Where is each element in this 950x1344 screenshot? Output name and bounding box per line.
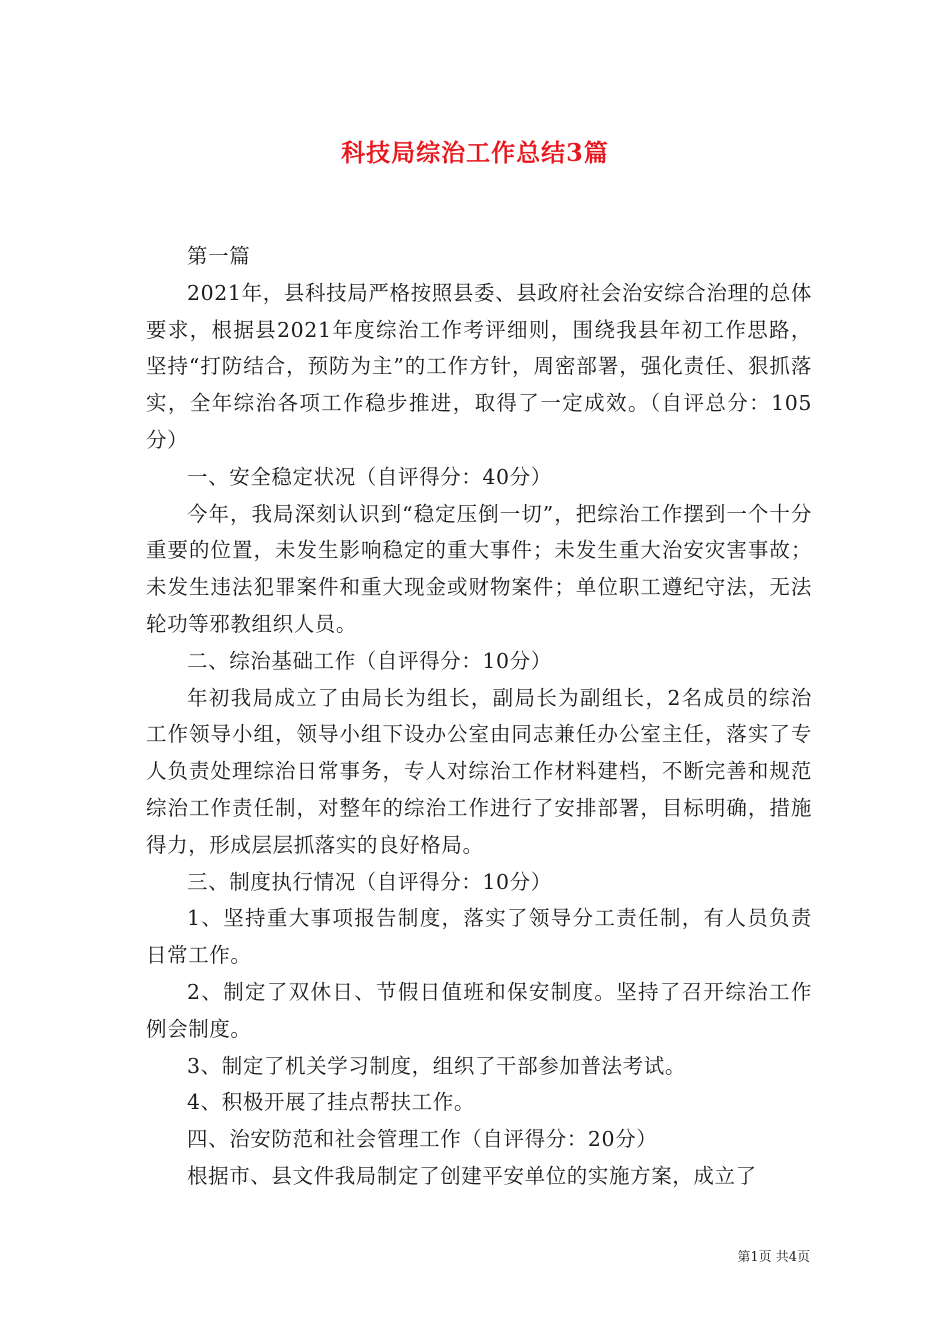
paragraph-safety: 今年，我局深刻认识到“稳定压倒一切”，把综治工作摆到一个十分重要的位置，未发生影响稳定的重大事件；未发生重大治安灾害事故；未发生违法犯罪案件和重大现金或财物案件；单位职工遵纪守法，无法轮功等邪教组织人员。 (146, 501, 812, 636)
document-title: 科技局综治工作总结3篇 (341, 138, 609, 167)
section-heading-part-one: 第一篇 (187, 244, 251, 268)
paragraph-prevention: 根据市、县文件我局制定了创建平安单位的实施方案，成立了 (187, 1163, 757, 1188)
list-item-system-4: 4、积极开展了挂点帮扶工作。 (187, 1090, 475, 1115)
document-body (146, 238, 812, 1195)
section-heading-basic-work: 二、综治基础工作（自评得分：10分） (187, 648, 552, 673)
section-heading-system: 三、制度执行情况（自评得分：10分） (187, 869, 552, 894)
section-heading-safety: 一、安全稳定状况（自评得分：40分） (187, 464, 552, 489)
list-item-system-2: 2、制定了双休日、节假日值班和保安制度。坚持了召开综治工作例会制度。 (146, 979, 812, 1041)
page-number: 第1页 共4页 (737, 1250, 810, 1265)
paragraph-basic-work: 年初我局成立了由局长为组长，副局长为副组长，2名成员的综治工作领导小组，领导小组下设办公室由同志兼任办公室主任，落实了专人负责处理综治日常事务，专人对综治工作材料建档，不断完善和规范综治工作责任制，对整年的综治工作进行了安排部署，目标明确，措施得力，形成层层抓落实的良好格局。 (146, 685, 812, 857)
section-heading-prevention: 四、治安防范和社会管理工作（自评得分：20分） (187, 1127, 658, 1152)
list-item-system-1: 1、坚持重大事项报告制度，落实了领导分工责任制，有人员负责日常工作。 (146, 906, 812, 968)
paragraph-intro: 2021年，县科技局严格按照县委、县政府社会治安综合治理的总体要求，根据县2021年度综治工作考评细则，围绕我县年初工作思路，坚持“打防结合，预防为主”的工作方针，周密部署，强化责任、狠抓落实，全年综治各项工作稳步推进，取得了一定成效。（自评总分：105分） (146, 280, 812, 452)
list-item-system-3: 3、制定了机关学习制度，组织了干部参加普法考试。 (187, 1053, 686, 1078)
